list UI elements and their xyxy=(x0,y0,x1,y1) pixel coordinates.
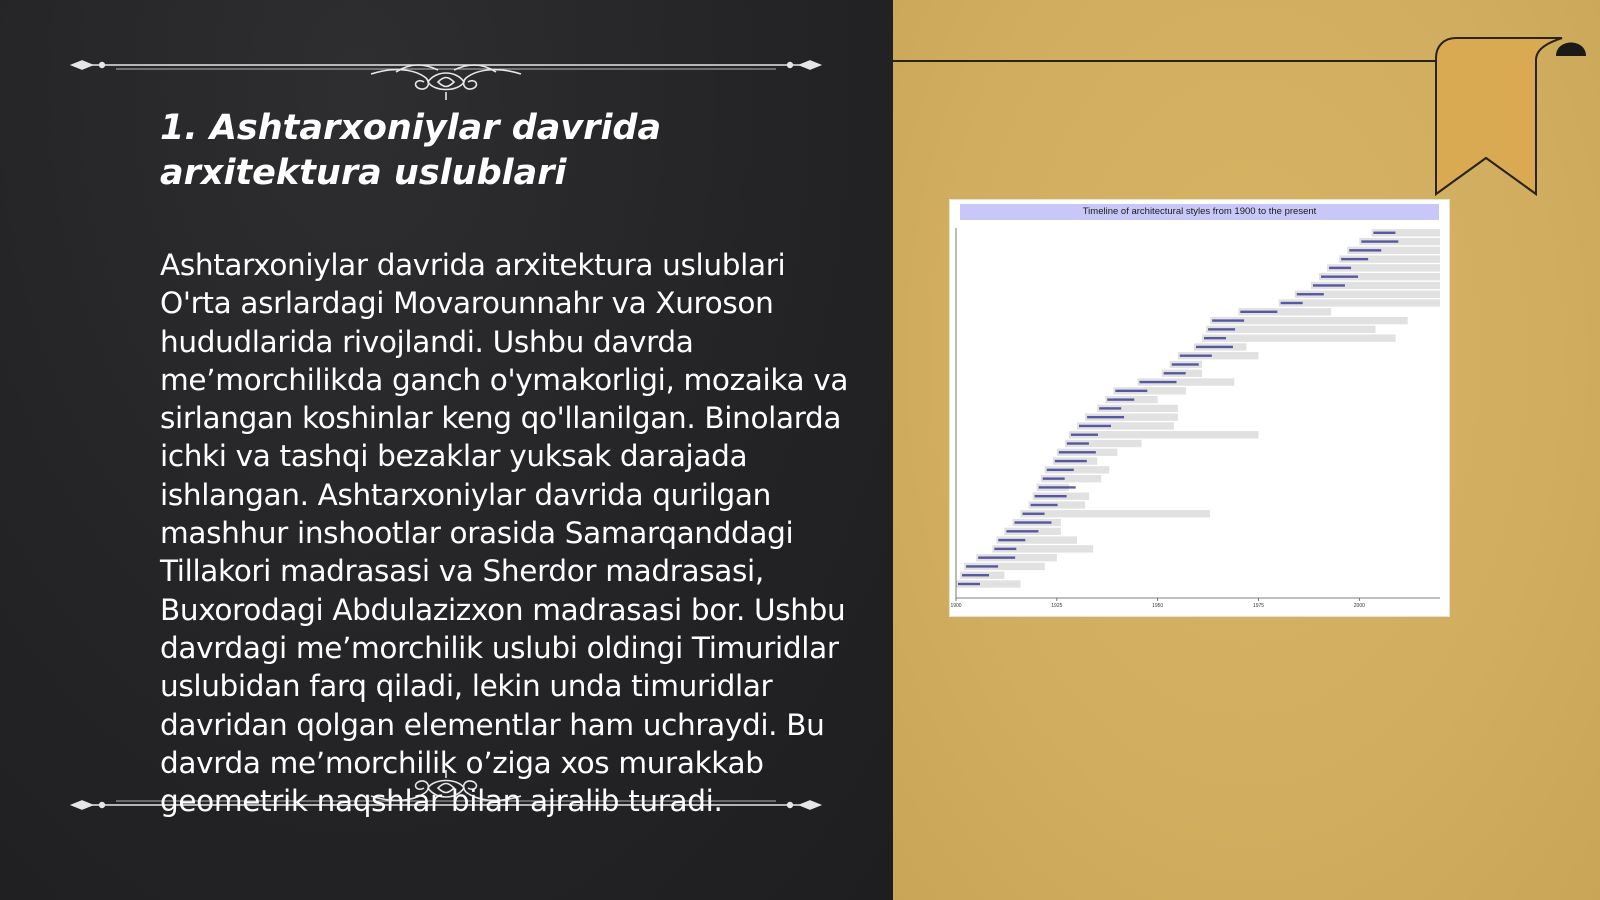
timeline-bar-label xyxy=(994,548,1016,550)
timeline-bar-label xyxy=(1297,293,1324,295)
timeline-bar-label xyxy=(1071,434,1098,436)
timeline-bar-label xyxy=(1281,302,1303,304)
bookmark-ribbon xyxy=(1432,34,1592,204)
timeline-bar-label xyxy=(1204,337,1226,339)
timeline-bar-label xyxy=(1059,451,1096,453)
timeline-bar-label xyxy=(1055,460,1087,462)
timeline-bar-label xyxy=(1212,319,1244,321)
accent-line xyxy=(893,60,1438,62)
timeline-bar-label xyxy=(1087,416,1124,418)
timeline-bar-label xyxy=(1023,513,1045,515)
timeline-chart xyxy=(950,200,1449,616)
chart-title: Timeline of architectural styles from 1900 to the present xyxy=(1082,206,1317,217)
timeline-bar-label xyxy=(1341,258,1368,260)
timeline-bar-label xyxy=(1067,442,1089,444)
timeline-bar xyxy=(1021,510,1211,517)
timeline-bar-label xyxy=(1047,469,1074,471)
slide-title: 1. Ashtarxoniylar davrida arxitektura uslublari xyxy=(160,108,662,193)
timeline-bar-label xyxy=(1164,372,1186,374)
timeline-bar-label xyxy=(1039,486,1076,488)
timeline-bar xyxy=(1279,299,1440,306)
timeline-bar-label xyxy=(1361,240,1398,242)
top-ornament xyxy=(66,40,826,100)
timeline-bar-label xyxy=(1373,232,1395,234)
timeline-bar-label xyxy=(1208,328,1235,330)
timeline-bar-label xyxy=(966,565,998,567)
chart-plot xyxy=(950,200,1449,616)
timeline-bar-label xyxy=(1099,407,1121,409)
timeline-bar-label xyxy=(958,583,980,585)
x-tick-label: 2000 xyxy=(1353,603,1365,609)
timeline-bar xyxy=(1202,334,1396,341)
timeline-bar-label xyxy=(1115,390,1147,392)
timeline-bar-label xyxy=(1079,425,1111,427)
timeline-bar-label xyxy=(1043,477,1065,479)
timeline-bar-label xyxy=(1196,346,1233,348)
timeline-bar-label xyxy=(962,574,989,576)
timeline-bar-label xyxy=(1031,504,1058,506)
timeline-bar-label xyxy=(978,556,1015,558)
timeline-bar-label xyxy=(1035,495,1067,497)
timeline-bar-label xyxy=(1140,381,1177,383)
timeline-bar-label xyxy=(1313,284,1345,286)
timeline-bar-label xyxy=(1321,275,1358,277)
timeline-bar-label xyxy=(1349,249,1381,251)
slide-body-text: Ashtarxoniylar davrida arxitektura uslublari O'rta asrlardagi Movarounnahr va Xuroson hududlarida rivojlandi. Ushbu davrda me’morchilikda ganch o'ymakorligi, mozaika va sirlangan koshinlar keng qo'llanilgan. Binolarda ichki va tashqi bezaklar yuksak darajada ishlangan. Ashtarxoniylar davrida qurilgan mashhur inshootlar orasida Samarqanddagi Tillakori madrasasi va Sherdor madrasasi, Buxorodagi Abdulazizxon madrasasi bor. Ushbu davrdagi me’morchilik uslubi oldingi Timuridlar uslubidan farq qiladi, lekin unda timuridlar davridan qolgan elementlar ham uchraydi. Bu davrda me’morchilik o’ziga xos murakkab geometrik naqshlar bilan ajralib turadi. xyxy=(160,248,849,819)
timeline-bar-label xyxy=(1329,267,1351,269)
timeline-bar-label xyxy=(1180,355,1212,357)
timeline-bar-label xyxy=(1240,311,1277,313)
timeline-bar-label xyxy=(998,539,1025,541)
x-tick-label: 1900 xyxy=(950,603,962,609)
timeline-bar-label xyxy=(1172,363,1199,365)
timeline-bar-label xyxy=(1107,398,1134,400)
x-tick-label: 1950 xyxy=(1152,603,1164,609)
x-tick-label: 1975 xyxy=(1252,603,1265,609)
timeline-bar-label xyxy=(1014,521,1051,523)
x-tick-label: 1925 xyxy=(1051,603,1063,609)
timeline-bar-label xyxy=(1006,530,1038,532)
